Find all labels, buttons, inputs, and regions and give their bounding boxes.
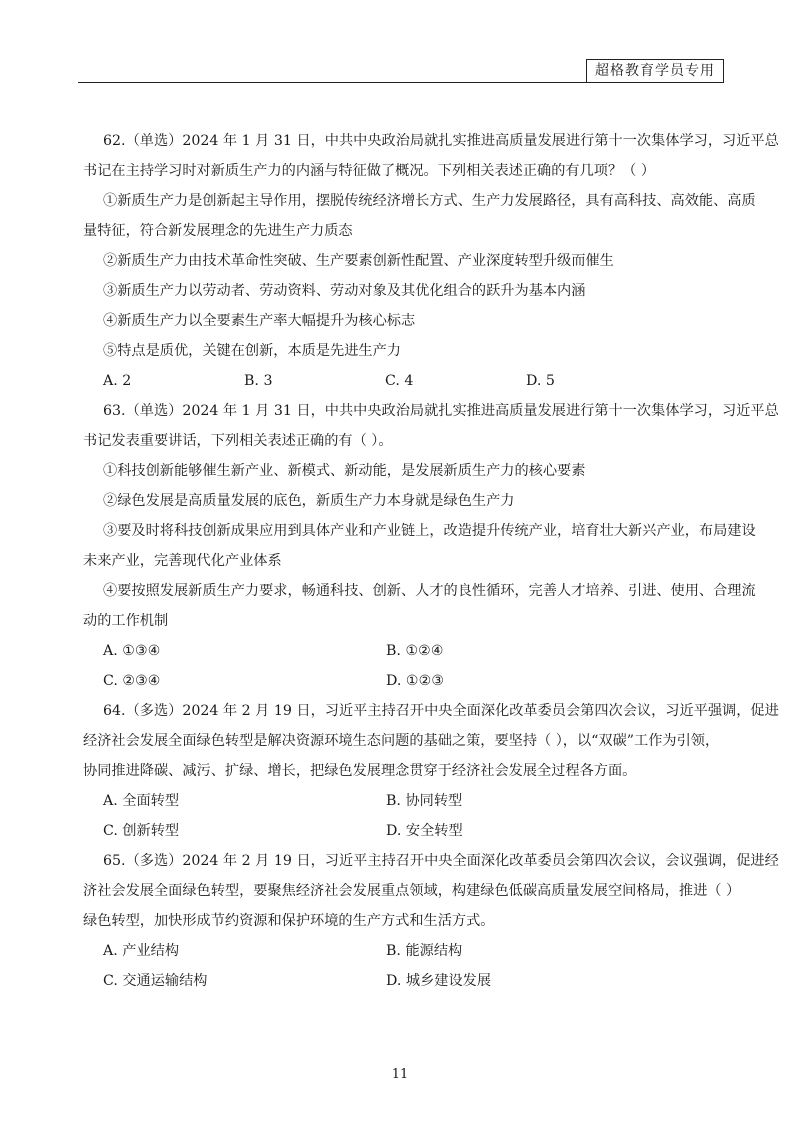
option-b[interactable]: B. ①②④: [386, 643, 444, 659]
option-b[interactable]: B. 能源结构: [386, 943, 463, 959]
answer-options: [103, 786, 723, 816]
option-c[interactable]: C. 4: [385, 373, 414, 389]
question-stem-line: 64.（多选）2024 年 2 月 19 日，习近平主持召开中央全面深化改革委员会第四次会议，习近平强调，促进: [103, 703, 779, 719]
option-c[interactable]: C. 创新转型: [103, 823, 180, 839]
question-stem-line: 济社会发展全面绿色转型，要聚焦经济社会发展重点领域，构建绿色低碳高质量发展空间格局，推进（ ）: [83, 883, 741, 899]
statement-item: ④新质生产力以全要素生产率大幅提升为核心标志: [103, 313, 416, 329]
answer-options: [103, 636, 723, 666]
option-d[interactable]: D. 城乡建设发展: [386, 973, 492, 989]
question-62: [83, 126, 779, 396]
option-d[interactable]: D. 安全转型: [386, 823, 463, 839]
header-rule: [78, 82, 724, 83]
page-number: 11: [391, 1067, 409, 1082]
statement-item: ③新质生产力以劳动者、劳动资料、劳动对象及其优化组合的跃升为基本内涵: [103, 283, 586, 299]
answer-options: [103, 936, 723, 966]
option-a[interactable]: A. 全面转型: [103, 793, 180, 809]
option-a[interactable]: A. ①③④: [103, 643, 161, 659]
option-b[interactable]: B. 协同转型: [386, 793, 463, 809]
question-63: [83, 396, 779, 696]
statement-item: ③要及时将科技创新成果应用到具体产业和产业链上，改造提升传统产业，培育壮大新兴产业，布局建设: [103, 523, 756, 539]
statement-item: 动的工作机制: [83, 613, 169, 629]
option-a[interactable]: A. 2: [103, 373, 132, 389]
statement-item: 未来产业，完善现代化产业体系: [83, 553, 282, 569]
option-a[interactable]: A. 产业结构: [103, 943, 180, 959]
answer-options: [103, 366, 723, 396]
option-c[interactable]: C. 交通运输结构: [103, 973, 208, 989]
question-stem-line: 经济社会发展全面绿色转型是解决资源环境生态问题的基础之策，要坚持（ ），以“双碳”工作为引领，: [83, 733, 720, 749]
option-d[interactable]: D. ①②③: [386, 673, 445, 689]
question-stem-line: 62.（单选）2024 年 1 月 31 日，中共中央政治局就扎实推进高质量发展进行第十一次集体学习，习近平总: [103, 133, 779, 149]
question-stem-line: 65.（多选）2024 年 2 月 19 日，习近平主持召开中央全面深化改革委员会第四次会议，会议强调，促进经: [103, 853, 779, 869]
question-stem-line: 绿色转型，加快形成节约资源和保护环境的生产方式和生活方式。: [83, 913, 495, 929]
statement-item: 量特征，符合新发展理念的先进生产力质态: [83, 223, 353, 239]
statement-item: ②绿色发展是高质量发展的底色，新质生产力本身就是绿色生产力: [103, 493, 515, 509]
statement-item: ①科技创新能够催生新产业、新模式、新动能，是发展新质生产力的核心要素: [103, 463, 586, 479]
question-64: [83, 696, 779, 846]
question-content: [83, 126, 779, 996]
question-stem-line: 书记发表重要讲话，下列相关表述正确的有（ ）。: [83, 433, 393, 449]
option-d[interactable]: D. 5: [526, 373, 555, 389]
answer-options: [103, 966, 723, 996]
answer-options: [103, 666, 723, 696]
statement-item: ②新质生产力由技术革命性突破、生产要素创新性配置、产业深度转型升级而催生: [103, 253, 614, 269]
answer-options: [103, 816, 723, 846]
statement-item: ⑤特点是质优，关键在创新，本质是先进生产力: [103, 343, 401, 359]
question-stem-line: 书记在主持学习时对新质生产力的内涵与特征做了概况。下列相关表述正确的有几项？（ ）: [83, 163, 656, 179]
question-65: [83, 846, 779, 996]
statement-item: ④要按照发展新质生产力要求，畅通科技、创新、人才的良性循环，完善人才培养、引进、使用、合理流: [103, 583, 756, 599]
question-stem-line: 63.（单选）2024 年 1 月 31 日，中共中央政治局就扎实推进高质量发展进行第十一次集体学习，习近平总: [103, 403, 779, 419]
statement-item: ①新质生产力是创新起主导作用，摆脱传统经济增长方式、生产力发展路径，具有高科技、高效能、高质: [103, 193, 756, 209]
option-c[interactable]: C. ②③④: [103, 673, 161, 689]
option-b[interactable]: B. 3: [244, 373, 273, 389]
question-stem-line: 协同推进降碳、减污、扩绿、增长，把绿色发展理念贯穿于经济社会发展全过程各方面。: [83, 763, 637, 779]
header-stamp: 超格教育学员专用: [586, 59, 724, 83]
